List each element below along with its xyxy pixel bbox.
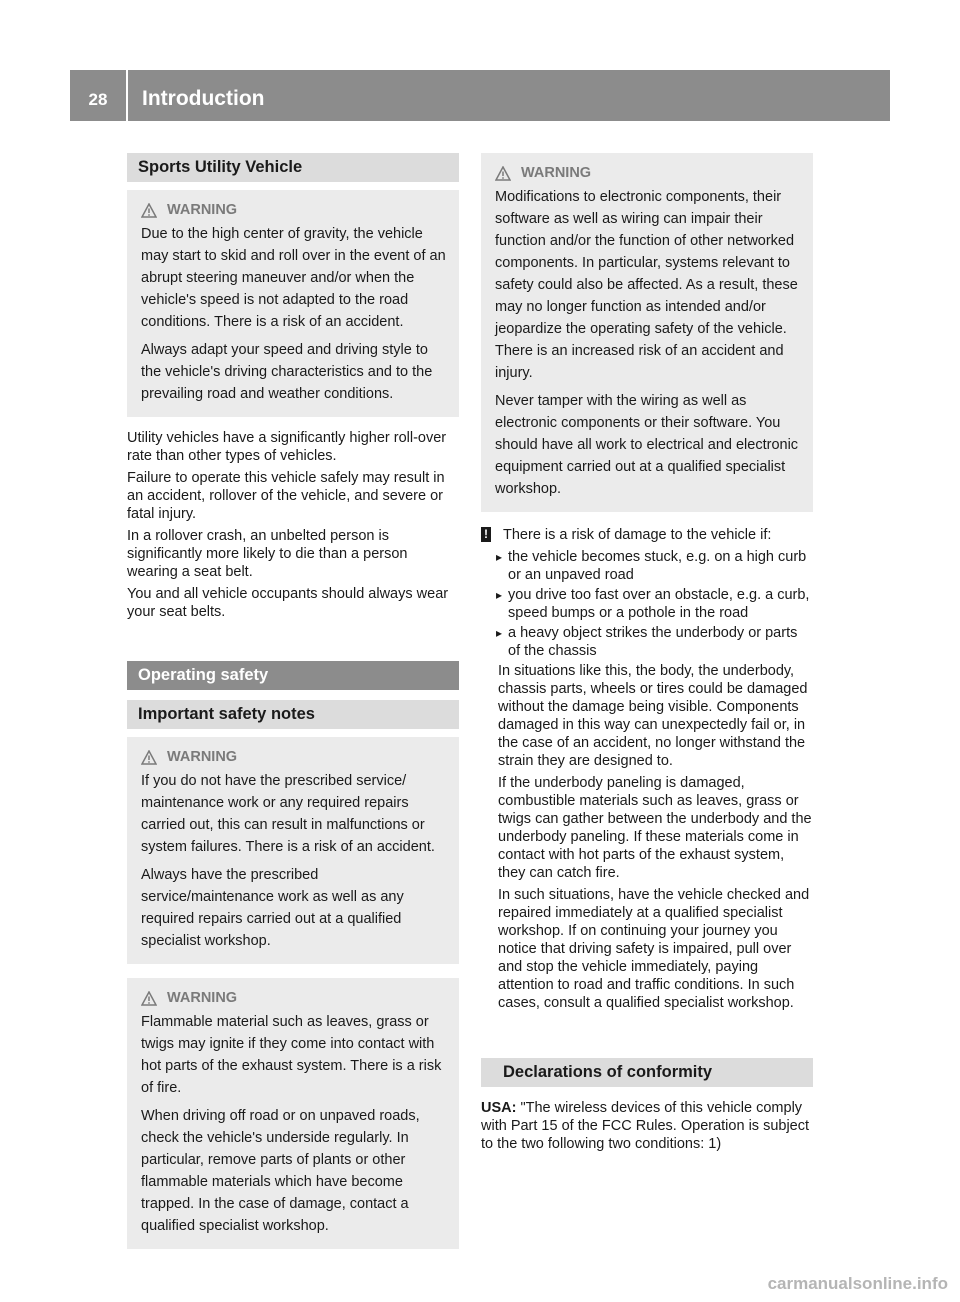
- watermark: carmanualsonline.info: [767, 1274, 948, 1293]
- warning-text: Always have the prescribed service/maintenance work as well as any required repairs carried out at a qualified specialist workshop.: [141, 867, 404, 949]
- right-column: [481, 153, 813, 1157]
- list-item: ▸ the vehicle becomes stuck, e.g. on a high curb or an unpaved road: [498, 548, 813, 584]
- warning-header: [141, 746, 450, 768]
- fire-warning-box: [127, 978, 459, 1249]
- warning-header: [495, 162, 804, 184]
- electronics-warning-box: [481, 153, 813, 512]
- suv-warning-box: [127, 190, 459, 417]
- operating-safety-heading: Operating safety: [127, 661, 459, 690]
- damage-list: [481, 548, 813, 660]
- warning-triangle-icon: [495, 166, 511, 181]
- paragraph: In situations like this, the body, the underbody, chassis parts, wheels or tires could be damaged without the damage being visible. Components damaged in this way can unexpectedly fail or, in the case of an accident, no longer withstand the strain they are designed to.: [498, 663, 808, 769]
- section-title: Introduction: [142, 86, 265, 110]
- damage-notice: [481, 526, 813, 544]
- warning-triangle-icon: [141, 991, 157, 1006]
- warning-header: [141, 987, 450, 1009]
- warning-label: WARNING: [167, 749, 238, 765]
- warning-header: [141, 199, 450, 221]
- warning-text: Modifications to electronic components, their software as well as wiring can impair their function and/or the function of other networked components. In particular, systems relevant to safety could also be affected. As a result, these may no longer function as intended and/or jeopardize the operating safety of the vehicle. There is an increased risk of an accident and injury.: [495, 189, 798, 381]
- list-item: ▸ you drive too fast over an obstacle, e.g. a curb, speed bumps or a pothole in the road: [498, 586, 813, 622]
- damage-details: [481, 662, 813, 1012]
- warning-label: WARNING: [521, 165, 592, 181]
- warning-triangle-icon: [141, 203, 157, 218]
- paragraph: [481, 1099, 813, 1153]
- warning-triangle-icon: [141, 750, 157, 765]
- suv-heading: Sports Utility Vehicle: [127, 153, 459, 182]
- paragraph: In a rollover crash, an unbelted person is significantly more likely to die than a person wearing a seat belt.: [127, 528, 408, 580]
- warning-text: Always adapt your speed and driving style to the vehicle's driving characteristics and to the prevailing road and weather conditions.: [141, 342, 433, 402]
- warning-text: Never tamper with the wiring as well as electronic components or their software. You should have all work to electrical and electronic equipment carried out at a qualified specialist workshop.: [495, 393, 799, 497]
- warning-label: WARNING: [167, 202, 238, 218]
- page-header: [70, 70, 890, 121]
- paragraph: Failure to operate this vehicle safely may result in an accident, rollover of the vehicle, and severe or fatal injury.: [127, 470, 445, 522]
- warning-text: If you do not have the prescribed service/ maintenance work or any required repairs carried out, this can result in malfunctions or system failures. There is a risk of an accident.: [141, 773, 435, 855]
- usa-label: USA:: [481, 1100, 517, 1116]
- warning-label: WARNING: [167, 990, 238, 1006]
- usa-text: "The wireless devices of this vehicle comply with Part 15 of the FCC Rules. Operation is subject to the two following two conditions: 1): [481, 1100, 810, 1152]
- left-column: [127, 153, 459, 1249]
- important-notes-heading: Important safety notes: [127, 700, 459, 729]
- list-item: ▸ a heavy object strikes the underbody or parts of the chassis: [498, 624, 813, 660]
- paragraph: In such situations, have the vehicle checked and repaired immediately at a qualified specialist workshop. If on continuing your journey you notice that driving safety is impaired, pull over and stop the vehicle immediately, paying attention to road and traffic conditions. In such cases, consult a qualified specialist workshop.: [498, 887, 810, 1011]
- paragraph: You and all vehicle occupants should always wear your seat belts.: [127, 586, 449, 620]
- warning-text: Due to the high center of gravity, the vehicle may start to skid and roll over in the event of an abrupt steering maneuver and/or when the vehicle's speed is not adapted to the road conditions. There is a risk of an accident.: [141, 226, 446, 330]
- warning-text: Flammable material such as leaves, grass or twigs may ignite if they come into contact with hot parts of the exhaust system. There is a risk of fire.: [141, 1014, 442, 1096]
- declarations-body: [481, 1099, 813, 1153]
- paragraph: If the underbody paneling is damaged, combustible materials such as leaves, grass or twigs can gather between the underbody and the underbody paneling. If these materials come in contact with hot parts of the exhaust system, they can catch fire.: [498, 775, 812, 881]
- paragraph: Utility vehicles have a significantly higher roll-over rate than other types of vehicles.: [127, 430, 447, 464]
- notice-intro: There is a risk of damage to the vehicle if:: [503, 527, 772, 543]
- suv-body: [127, 429, 459, 621]
- warning-text: When driving off road or on unpaved roads, check the vehicle's underside regularly. In particular, remove parts of plants or other flammable materials which have become trapped. In the case of damage, contact a qualified specialist workshop.: [141, 1108, 420, 1234]
- service-warning-box: [127, 737, 459, 964]
- declarations-heading: Declarations of conformity: [481, 1058, 813, 1087]
- notice-exclamation-icon: !: [481, 527, 491, 542]
- page-number: 28: [70, 70, 128, 121]
